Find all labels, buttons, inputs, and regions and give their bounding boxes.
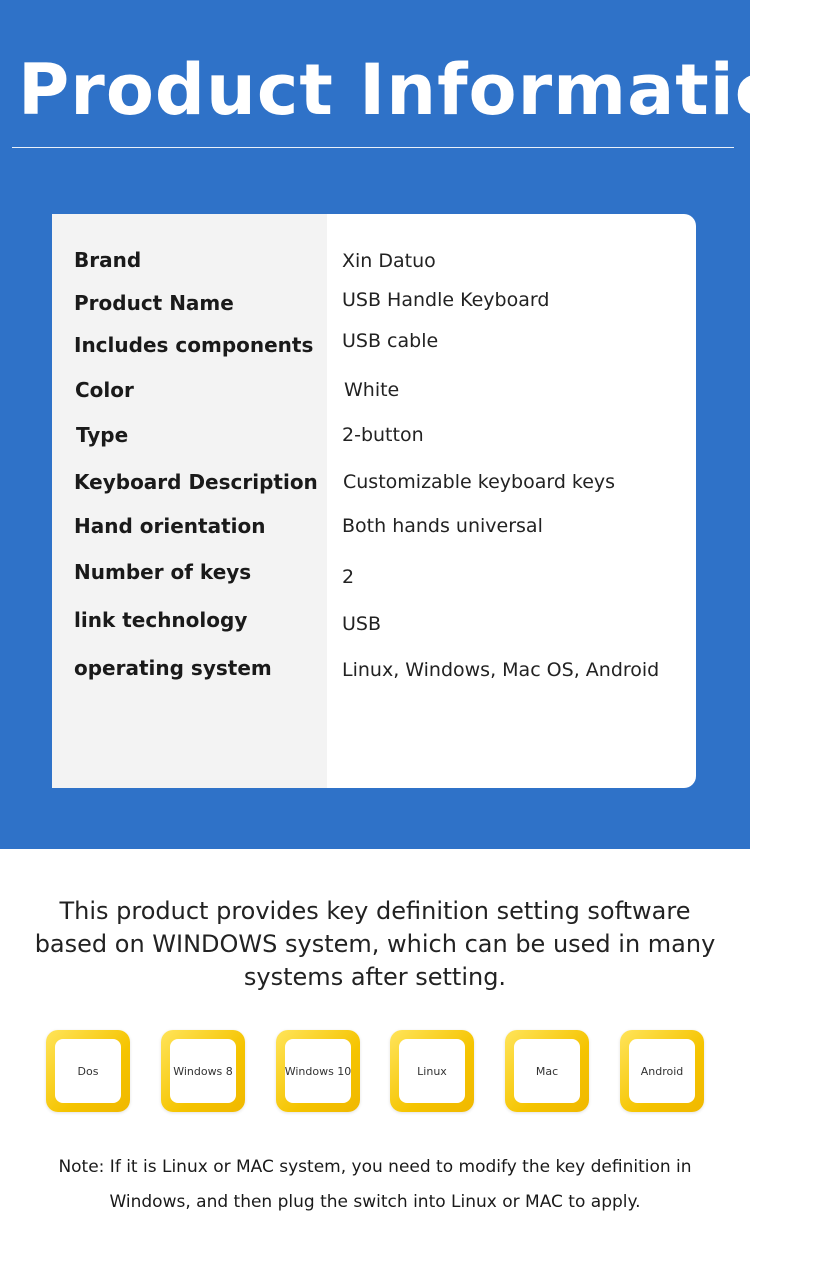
spec-value: USB cable — [342, 330, 439, 352]
os-tile-label: Windows 8 — [173, 1064, 233, 1078]
spec-label: operating system — [74, 656, 272, 680]
spec-row-components — [52, 330, 696, 360]
spec-row-product-name — [52, 288, 696, 318]
os-tile-label: Mac — [535, 1064, 559, 1078]
title-divider — [12, 147, 734, 148]
page-title: Product Information — [18, 49, 835, 131]
spec-label: Includes components — [74, 333, 314, 357]
spec-label: Product Name — [74, 291, 234, 315]
os-tile-linux — [390, 1030, 474, 1112]
os-tile-row — [46, 1030, 706, 1112]
os-tile-android — [620, 1030, 704, 1112]
spec-row-operating-system — [52, 653, 696, 683]
compatibility-note: Note: If it is Linux or MAC system, you need to modify the key definition in Windows, and then plug the switch into Linux or MAC to apply. — [58, 1157, 692, 1212]
spec-row-number-of-keys — [52, 557, 696, 587]
os-tile-mac — [505, 1030, 589, 1112]
spec-label: Type — [76, 423, 129, 447]
spec-table — [52, 214, 696, 788]
spec-value: 2 — [342, 566, 355, 588]
spec-row-hand-orientation — [52, 511, 696, 541]
os-tile-label: Android — [640, 1064, 684, 1078]
os-tile-windows-10 — [276, 1030, 360, 1112]
software-description: This product provides key definition setting software based on WINDOWS system, which can be used in many systems after setting. — [34, 897, 716, 991]
os-tile-label: Windows 10 — [284, 1064, 352, 1078]
spec-label: Number of keys — [74, 560, 252, 584]
os-tile-dos — [46, 1030, 130, 1112]
spec-row-keyboard-description — [52, 467, 696, 497]
spec-value: 2-button — [342, 424, 424, 446]
spec-row-link-technology — [52, 605, 696, 635]
spec-label: Color — [75, 378, 134, 402]
spec-value: Linux, Windows, Mac OS, Android — [342, 659, 660, 681]
spec-row-type — [52, 420, 696, 450]
os-tile-windows-8 — [161, 1030, 245, 1112]
spec-value: White — [344, 379, 400, 401]
spec-row-color — [52, 375, 696, 405]
os-tile-label: Dos — [77, 1064, 99, 1078]
spec-label: Brand — [74, 248, 142, 272]
spec-value: Customizable keyboard keys — [343, 471, 616, 493]
os-tile-label: Linux — [417, 1064, 447, 1078]
spec-value: Xin Datuo — [342, 250, 436, 272]
spec-value: USB — [342, 613, 382, 635]
spec-value: USB Handle Keyboard — [342, 289, 550, 311]
spec-label: link technology — [74, 608, 248, 632]
spec-label: Keyboard Description — [74, 470, 318, 494]
spec-value: Both hands universal — [342, 515, 543, 537]
spec-label: Hand orientation — [74, 514, 266, 538]
spec-row-brand — [52, 245, 696, 275]
